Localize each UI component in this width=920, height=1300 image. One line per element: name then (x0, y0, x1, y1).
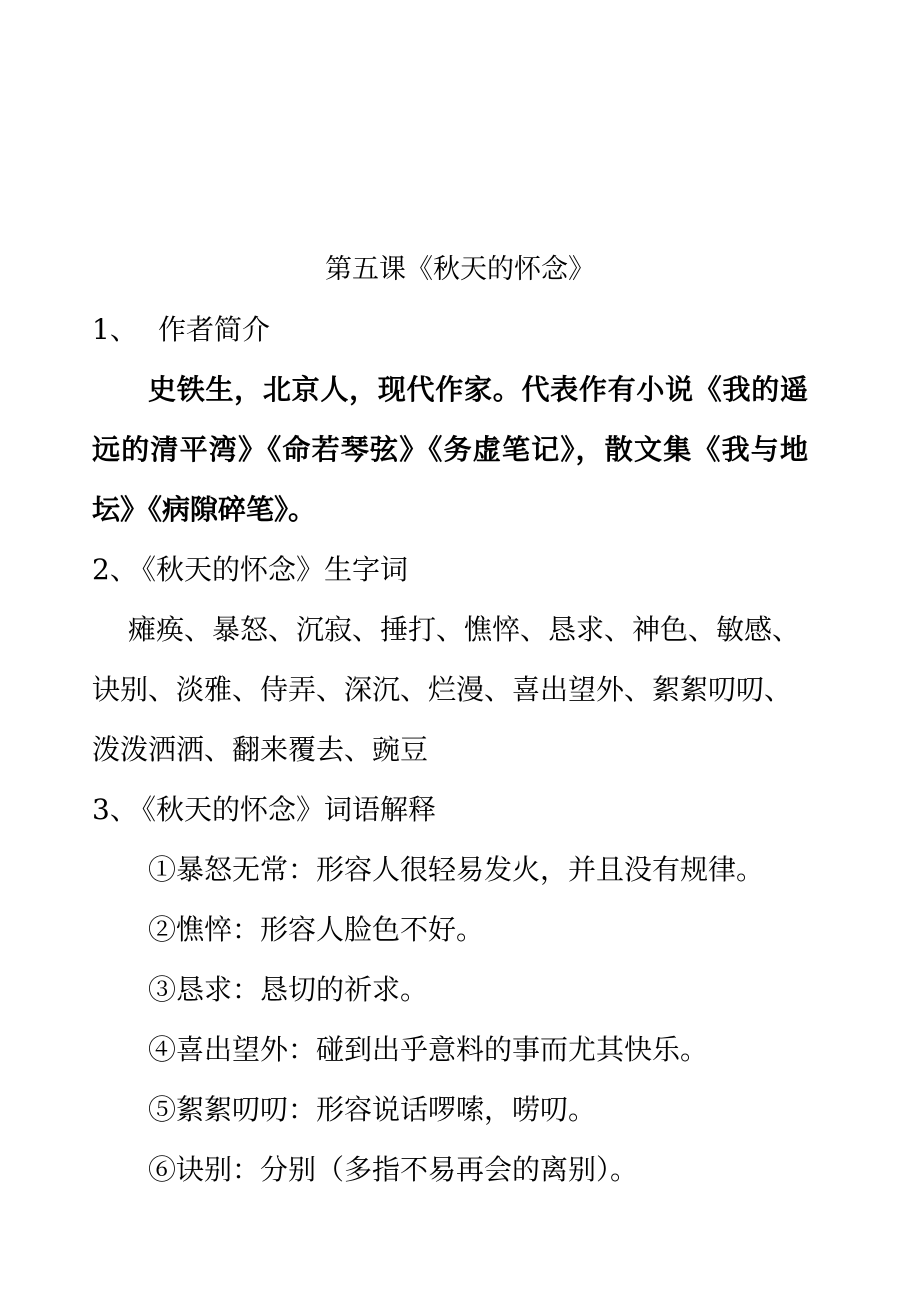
page-title: 第五课《秋天的怀念》 (325, 254, 595, 285)
definition-item: ⑤絮絮叨叨：形容说话啰嗦，唠叨。 (148, 1093, 597, 1126)
section-number: 2、 (92, 553, 138, 586)
definition-item: ③恳求：恳切的祈求。 (148, 973, 429, 1006)
author-intro-paragraph: 史铁生，北京人，现代作家。代表作有小说《我的遥远的清平湾》《命若琴弦》《务虚笔记》，散文集《我与地坛》《病隙碎笔》。 (92, 373, 808, 526)
definition-item: ②憔悴：形容人脸色不好。 (148, 913, 485, 946)
section-title: 《秋天的怀念》生字词 (128, 553, 409, 586)
section-heading-2 (92, 540, 808, 600)
definition-item: ①暴怒无常：形容人很轻易发火，并且没有规律。 (148, 853, 765, 886)
section-number: 1、 (92, 313, 138, 346)
section-heading-3 (92, 780, 808, 840)
section-heading-1 (92, 300, 808, 360)
section-title: 作者简介 (158, 313, 271, 346)
vocab-paragraph: 瘫痪、暴怒、沉寂、捶打、憔悴、恳求、神色、敏感、诀别、淡雅、侍弄、深沉、烂漫、喜出望外、絮絮叨叨、泼泼洒洒、翻来覆去、豌豆 (92, 613, 801, 766)
definition-item: ④喜出望外：碰到出乎意料的事而尤其快乐。 (148, 1033, 709, 1066)
section-title: 《秋天的怀念》词语解释 (128, 793, 437, 826)
definition-item: ⑥诀别：分别（多指不易再会的离别）。 (148, 1153, 639, 1186)
section-number: 3、 (92, 793, 138, 826)
